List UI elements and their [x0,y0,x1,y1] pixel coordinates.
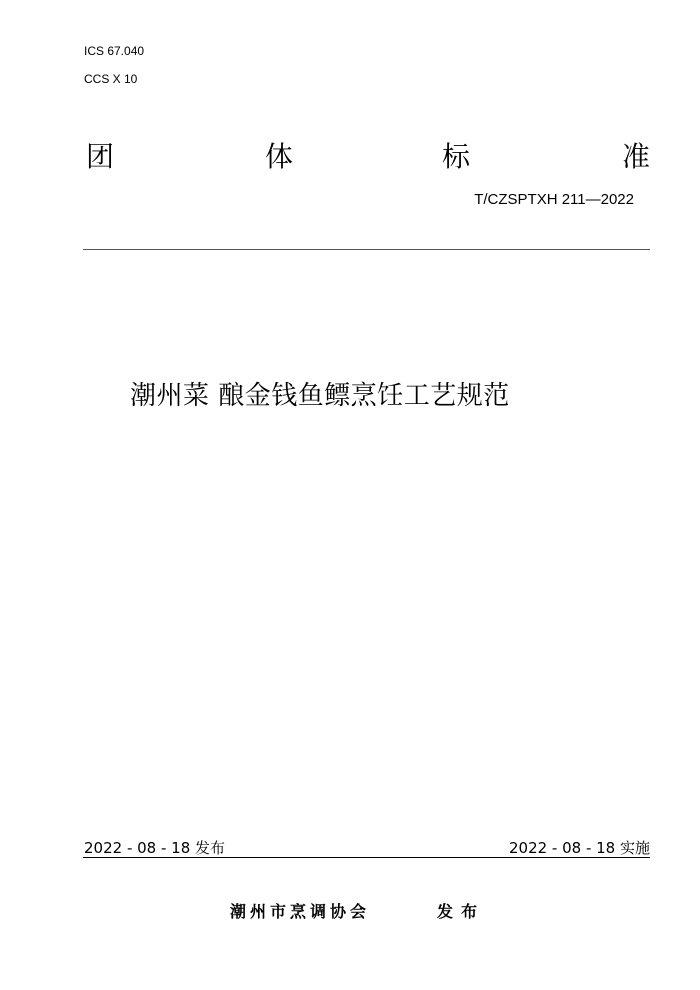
footer-divider [83,857,650,858]
issuer-action: 发布 [437,902,486,921]
standard-code: T/CZSPTXH 211—2022 [474,191,634,208]
ccs-code: CCS X 10 [84,72,138,86]
header-divider [83,249,650,250]
standard-type-char-3: 标 [442,140,471,173]
document-title: 潮州菜 酿金钱鱼鳔烹饪工艺规范 [130,381,510,411]
issuer-name: 潮州市烹调协会 [230,902,371,921]
ics-code: ICS 67.040 [84,44,145,58]
standard-type-char-4: 准 [622,140,651,173]
publish-date: 2022 - 08 - 18 发布 [84,839,226,857]
standard-type-char-2: 体 [265,140,294,173]
standard-type-char-1: 团 [86,140,115,173]
implement-date: 2022 - 08 - 18 实施 [508,839,650,857]
